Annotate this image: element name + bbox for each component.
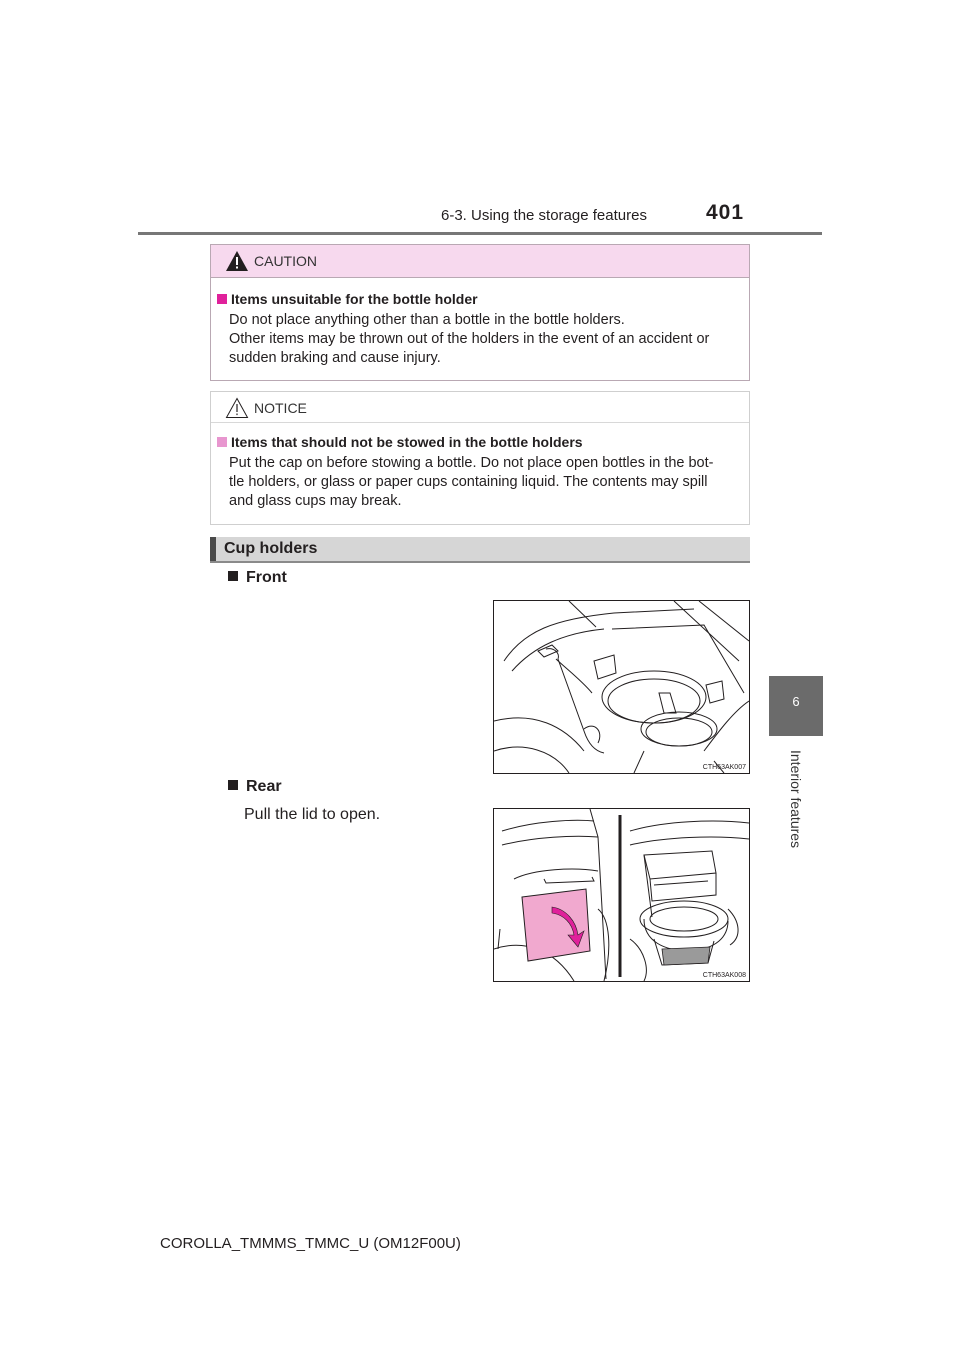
header-rule xyxy=(138,232,822,235)
notice-box xyxy=(210,391,750,525)
footer-model-code: COROLLA_TMMMS_TMMC_U (OM12F00U) xyxy=(160,1235,461,1252)
rear-armrest-drawing xyxy=(494,809,749,981)
section-heading-bar xyxy=(210,537,750,563)
section-title: Cup holders xyxy=(224,540,318,557)
caution-header xyxy=(211,245,749,278)
front-figure-code: CTH63AK007 xyxy=(702,764,746,771)
square-bullet-icon xyxy=(217,294,227,304)
notice-header xyxy=(211,392,749,423)
square-bullet-icon xyxy=(217,437,227,447)
notice-body xyxy=(229,454,743,511)
caution-label: CAUTION xyxy=(254,253,317,269)
caution-box xyxy=(210,244,750,381)
front-console-drawing xyxy=(494,601,749,773)
notice-label: NOTICE xyxy=(254,400,307,416)
rear-heading: Rear xyxy=(228,778,282,796)
square-bullet-icon xyxy=(228,780,238,790)
page-number: 401 xyxy=(706,201,745,224)
notice-line: Put the cap on before stowing a bottle. Do not place open bottles in the bot- xyxy=(229,455,714,471)
caution-body xyxy=(229,311,743,368)
section-breadcrumb: 6-3. Using the storage features xyxy=(441,207,647,224)
rear-lid-panel xyxy=(522,889,590,961)
caution-line: Other items may be thrown out of the holders in the event of an accident or xyxy=(229,331,710,347)
front-heading: Front xyxy=(228,569,287,587)
caution-line: sudden braking and cause injury. xyxy=(229,350,441,366)
notice-line: and glass cups may break. xyxy=(229,493,402,509)
warning-triangle-icon xyxy=(225,250,249,272)
chapter-label-text: Interior features xyxy=(788,749,804,849)
chapter-number: 6 xyxy=(792,694,800,709)
caution-line: Do not place anything other than a bottle in the bottle holders. xyxy=(229,312,625,328)
chapter-label xyxy=(769,744,823,854)
rear-cup-holder-illustration xyxy=(493,808,750,982)
notice-line: tle holders, or glass or paper cups containing liquid. The contents may spill xyxy=(229,474,708,490)
chapter-tab[interactable] xyxy=(769,676,823,736)
square-bullet-icon xyxy=(228,571,238,581)
rear-figure-code: CTH63AK008 xyxy=(702,972,746,979)
notice-triangle-icon xyxy=(225,397,249,419)
notice-title: Items that should not be stowed in the bottle holders xyxy=(217,434,583,450)
caution-title: Items unsuitable for the bottle holder xyxy=(217,291,478,307)
front-cup-holder-illustration xyxy=(493,600,750,774)
rear-description: Pull the lid to open. xyxy=(244,806,381,823)
